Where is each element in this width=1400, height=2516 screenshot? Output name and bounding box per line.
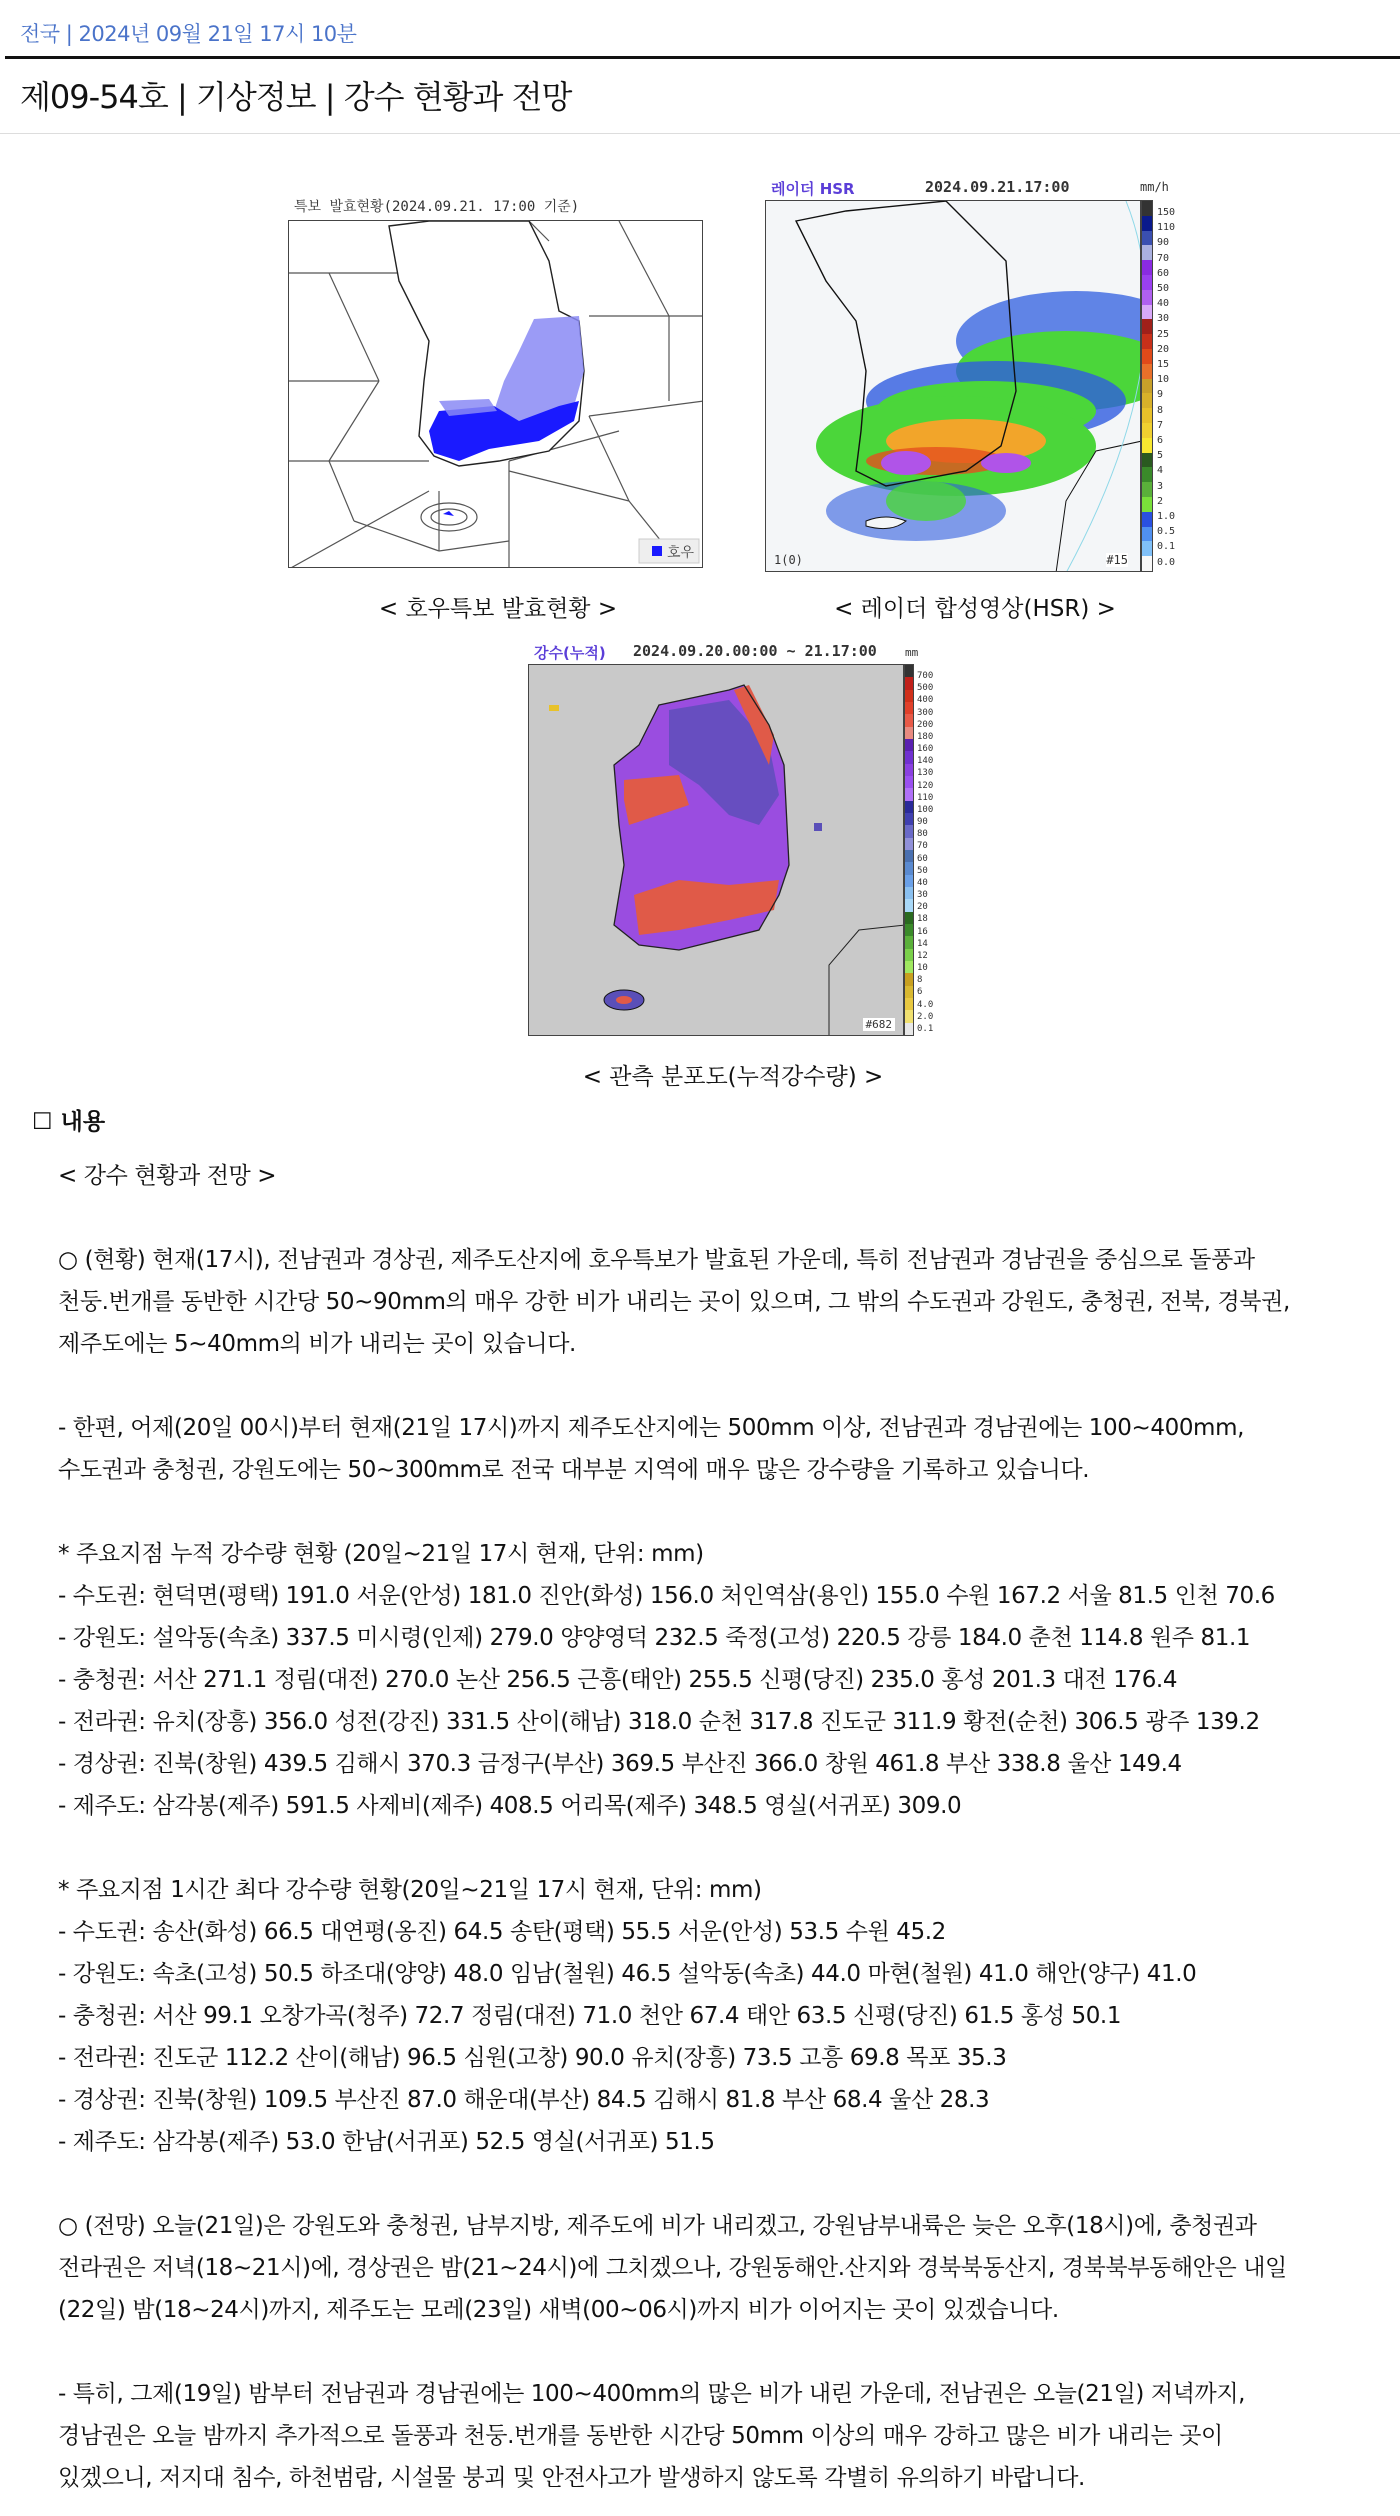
accum-scale-tick: 10 [917, 963, 928, 974]
radar-scale-swatch [1142, 541, 1152, 556]
accum-scale-swatch [905, 776, 913, 788]
accum-scale-swatch [905, 850, 913, 862]
accum-scale-tick: 500 [917, 683, 934, 694]
radar-scale-tick: 0.1 [1157, 541, 1176, 553]
accum-scale-tick: 80 [917, 829, 928, 840]
radar-scale-swatch [1142, 423, 1152, 438]
radar-scale-tick: 10 [1157, 374, 1170, 386]
accum-scale-tick: 70 [917, 841, 928, 852]
radar-scale-tick: 110 [1157, 222, 1176, 234]
accum-scale-swatch [905, 813, 913, 825]
radar-scale-swatch [1142, 334, 1152, 349]
radar-scale-swatch [1142, 467, 1152, 482]
accum-scale-tick: 12 [917, 950, 928, 961]
radar-scale-swatch [1142, 379, 1152, 394]
radar-corner-right: #15 [1106, 553, 1128, 567]
bulletin-meta: 전국 | 2024년 09월 21일 17시 10분 [20, 22, 357, 46]
radar-scale-tick: 90 [1157, 237, 1170, 249]
accum-scale-swatch [905, 862, 913, 874]
caution-paragraph [58, 2373, 1398, 2499]
accum-scale-swatch [905, 949, 913, 961]
accum-figure [528, 642, 938, 1042]
radar-scale-swatch [1142, 201, 1152, 216]
accum-scale-swatch [905, 924, 913, 936]
radar-scale-swatch [1142, 497, 1152, 512]
radar-scale-swatch [1142, 438, 1152, 453]
accum-scale-swatch [905, 912, 913, 924]
accum-scale-tick: 200 [917, 719, 934, 730]
accum-scale-tick: 16 [917, 926, 928, 937]
accum-image [528, 664, 904, 1036]
radar-image [765, 200, 1141, 572]
accum-scale-swatch [905, 727, 913, 739]
accum-scale-tick: 40 [917, 877, 928, 888]
radar-scale-swatch [1142, 364, 1152, 379]
accum-scale-tick: 300 [917, 707, 934, 718]
text-line: 제주도에는 5~40mm의 비가 내리는 곳이 있습니다. [58, 1331, 576, 1357]
warning-map-header: 특보 발효현황(2024.09.21. 17:00 기준) [294, 199, 580, 215]
accum-scale-swatch [905, 875, 913, 887]
text-line: 천둥.번개를 동반한 시간당 50~90mm의 매우 강한 비가 내리는 곳이 있으며, 그 밖의 수도권과 강원도, 충청권, 전북, 경북권, [58, 1289, 1290, 1315]
hourly-row: - 제주도: 삼각봉(제주) 53.0 한남(서귀포) 52.5 영실(서귀포) 51.5 [58, 2129, 715, 2155]
accum-graphic [529, 665, 904, 1036]
radar-scale-swatch [1142, 527, 1152, 542]
radar-scale-tick: 3 [1157, 480, 1164, 492]
accum-scale-swatch [905, 973, 913, 985]
radar-caption: < 레이더 합성영상(HSR) > [834, 596, 1116, 622]
accum-scale-swatch [905, 714, 913, 726]
accum-scale-swatch [905, 961, 913, 973]
text-line: 경남권은 오늘 밤까지 추가적으로 돌풍과 천둥.번개를 동반한 시간당 50mm 이상의 매우 강하고 많은 비가 내리는 곳이 [58, 2423, 1223, 2449]
radar-scale-tick: 15 [1157, 359, 1170, 371]
accum-scale-tick: 100 [917, 804, 934, 815]
legend-label-heavy-rain: 호우 [667, 545, 695, 561]
accum-scale-tick: 18 [917, 914, 928, 925]
warning-map-caption: < 호우특보 발효현황 > [378, 596, 618, 622]
warning-map-figure [288, 196, 708, 576]
accum-scale-swatch [905, 1023, 913, 1035]
accum-row: - 충청권: 서산 271.1 정림(대전) 270.0 논산 256.5 근흥(태안) 255.5 신평(당진) 235.0 홍성 201.3 대전 176.4 [58, 1667, 1178, 1693]
page-title: 제09-54호 | 기상정보 | 강수 현황과 전망 [20, 78, 572, 116]
accum-scale-tick: 90 [917, 817, 928, 828]
current-paragraph [58, 1239, 1398, 1365]
content-body [58, 1155, 1398, 2499]
accum-row: - 강원도: 설악동(속초) 337.5 미시령(인제) 279.0 양양영덕 232.5 죽정(고성) 220.5 강릉 184.0 춘천 114.8 원주 81.1 [58, 1625, 1251, 1651]
radar-scale-tick: 40 [1157, 298, 1170, 310]
accum-scale-tick: 140 [917, 756, 934, 767]
hourly-row: - 강원도: 속초(고성) 50.5 하조대(양양) 48.0 임남(철원) 46.5 설악동(속초) 44.0 마현(철원) 41.0 해안(양구) 41.0 [58, 1961, 1197, 1987]
section-title: ☐ 내용 [32, 1109, 106, 1135]
accum-scale-swatch [905, 887, 913, 899]
accum-scale-tick: 110 [917, 792, 934, 803]
radar-scale-swatch [1142, 216, 1152, 231]
radar-unit: mm/h [1140, 180, 1169, 194]
accum-header-time: 2024.09.20.00:00 ~ 21.17:00 [633, 642, 877, 660]
hourly-row: - 충청권: 서산 99.1 오창가곡(청주) 72.7 정림(대전) 71.0 천안 67.4 태안 63.5 신평(당진) 61.5 홍성 50.1 [58, 2003, 1122, 2029]
meanwhile-paragraph [58, 1407, 1398, 1491]
accum-scale-labels [917, 672, 933, 1034]
radar-graphic [766, 201, 1141, 572]
accum-scale-tick: 130 [917, 768, 934, 779]
hourly-list-title: * 주요지점 1시간 최다 강수량 현황(20일~21일 17시 현재, 단위: mm) [58, 1877, 762, 1903]
accum-scale-swatch [905, 690, 913, 702]
accum-row: - 경상권: 진북(창원) 439.5 김해시 370.3 금정구(부산) 369.5 부산진 366.0 창원 461.8 부산 338.8 울산 149.4 [58, 1751, 1182, 1777]
accum-scale-swatch [905, 677, 913, 689]
radar-scale-tick: 4 [1157, 465, 1164, 477]
accum-scale-swatch [905, 788, 913, 800]
title-divider [0, 133, 1400, 134]
text-line: 수도권과 충청권, 강원도에는 50~300mm로 전국 대부분 지역에 매우 많은 강수량을 기록하고 있습니다. [58, 1457, 1090, 1483]
radar-scale-swatch [1142, 275, 1152, 290]
accum-corner-right: #682 [863, 1018, 896, 1031]
radar-scale-tick: 2 [1157, 495, 1164, 507]
radar-scale-swatch [1142, 512, 1152, 527]
accum-unit: mm [905, 646, 919, 659]
accum-scale-tick: 8 [917, 975, 923, 986]
accum-scale-tick: 120 [917, 780, 934, 791]
radar-scale-tick: 7 [1157, 419, 1164, 431]
radar-scale-swatch [1142, 349, 1152, 364]
accum-list [58, 1575, 1398, 1827]
radar-scale-tick: 25 [1157, 328, 1170, 340]
text-line: - 특히, 그제(19일) 밤부터 전남권과 경남권에는 100~400mm의 많은 비가 내린 가운데, 전남권은 오늘(21일) 저녁까지, [58, 2381, 1246, 2407]
accum-scale-swatch [905, 739, 913, 751]
radar-scale-tick: 70 [1157, 252, 1170, 264]
radar-scale-swatch [1142, 482, 1152, 497]
hourly-row: - 수도권: 송산(화성) 66.5 대연평(옹진) 64.5 송탄(평택) 55.5 서운(안성) 53.5 수원 45.2 [58, 1919, 946, 1945]
accum-color-scale [904, 664, 914, 1036]
text-line: - 한편, 어제(20일 00시)부터 현재(21일 17시)까지 제주도산지에는 500mm 이상, 전남권과 경남권에는 100~400mm, [58, 1415, 1244, 1441]
outlook-paragraph [58, 2205, 1398, 2331]
accum-scale-tick: 400 [917, 695, 934, 706]
accum-scale-tick: 700 [917, 671, 934, 681]
text-line: ○ (전망) 오늘(21일)은 강원도와 충청권, 남부지방, 제주도에 비가 내리겠고, 강원남부내륙은 늦은 오후(18시)에, 충청권과 [58, 2213, 1257, 2239]
accum-scale-tick: 14 [917, 938, 928, 949]
radar-scale-tick: 6 [1157, 435, 1164, 447]
accum-scale-tick: 50 [917, 865, 928, 876]
radar-scale-tick: 8 [1157, 404, 1164, 416]
radar-scale-tick: 30 [1157, 313, 1170, 325]
accum-scale-tick: 30 [917, 890, 928, 901]
accum-row: - 수도권: 현덕면(평택) 191.0 서운(안성) 181.0 진안(화성) 156.0 처인역삼(용인) 155.0 수원 167.2 서울 81.5 인천 70.6 [58, 1583, 1275, 1609]
radar-scale-tick: 50 [1157, 283, 1170, 295]
accum-scale-tick: 0.1 [917, 1023, 934, 1034]
radar-scale-labels [1157, 208, 1175, 568]
accum-list-title: * 주요지점 누적 강수량 현황 (20일~21일 17시 현재, 단위: mm) [58, 1541, 704, 1567]
accum-scale-tick: 2.0 [917, 1011, 934, 1022]
radar-scale-swatch [1142, 290, 1152, 305]
content-subtitle: < 강수 현황과 전망 > [58, 1163, 277, 1189]
accum-scale-swatch [905, 702, 913, 714]
accum-scale-tick: 60 [917, 853, 928, 864]
accum-scale-swatch [905, 801, 913, 813]
radar-header-time: 2024.09.21.17:00 [925, 178, 1070, 196]
legend-swatch-heavy-rain [652, 546, 662, 556]
radar-scale-tick: 0.5 [1157, 526, 1176, 538]
accum-scale-tick: 4.0 [917, 999, 934, 1010]
radar-scale-swatch [1142, 453, 1152, 468]
hourly-list [58, 1911, 1398, 2163]
radar-scale-swatch [1142, 393, 1152, 408]
accum-scale-swatch [905, 998, 913, 1010]
accum-scale-swatch [905, 764, 913, 776]
warning-map-image [288, 220, 703, 568]
accum-scale-swatch [905, 838, 913, 850]
radar-scale-swatch [1142, 556, 1152, 571]
header-divider [5, 56, 1400, 59]
hourly-row: - 경상권: 진북(창원) 109.5 부산진 87.0 해운대(부산) 84.5 김해시 81.8 부산 68.4 울산 28.3 [58, 2087, 990, 2113]
accum-scale-tick: 160 [917, 744, 934, 755]
accum-scale-tick: 20 [917, 902, 928, 913]
text-line: 전라권은 저녁(18~21시)에, 경상권은 밤(21~24시)에 그치겠으나, 강원동해안.산지와 경북북동산지, 경북북부동해안은 내일 [58, 2255, 1287, 2281]
radar-scale-tick: 60 [1157, 267, 1170, 279]
accum-header-label: 강수(누적) [534, 644, 606, 662]
accum-caption: < 관측 분포도(누적강수량) > [582, 1064, 884, 1090]
accum-scale-swatch [905, 751, 913, 763]
accum-scale-swatch [905, 936, 913, 948]
accum-scale-tick: 6 [917, 987, 923, 998]
accum-row: - 전라권: 유치(장흥) 356.0 성전(강진) 331.5 산이(해남) 318.0 순천 317.8 진도군 311.9 황전(순천) 306.5 광주 139.2 [58, 1709, 1260, 1735]
radar-scale-swatch [1142, 408, 1152, 423]
radar-scale-tick: 20 [1157, 343, 1170, 355]
hourly-row: - 전라권: 진도군 112.2 산이(해남) 96.5 심원(고창) 90.0 유치(장흥) 73.5 고흥 69.8 목포 35.3 [58, 2045, 1007, 2071]
radar-scale-swatch [1142, 305, 1152, 320]
radar-header-label: 레이더 HSR [771, 180, 855, 198]
text-line: (22일) 밤(18~24시)까지, 제주도는 모레(23일) 새벽(00~06시)까지 비가 이어지는 곳이 있겠습니다. [58, 2297, 1059, 2323]
text-line: 있겠으니, 저지대 침수, 하천범람, 시설물 붕괴 및 안전사고가 발생하지 않도록 각별히 유의하기 바랍니다. [58, 2465, 1085, 2491]
accum-scale-swatch [905, 665, 913, 677]
radar-scale-tick: 5 [1157, 450, 1164, 462]
radar-scale-swatch [1142, 260, 1152, 275]
accum-row: - 제주도: 삼각봉(제주) 591.5 사제비(제주) 408.5 어리목(제주) 348.5 영실(서귀포) 309.0 [58, 1793, 962, 1819]
accum-scale-swatch [905, 986, 913, 998]
radar-figure [765, 178, 1185, 578]
radar-scale-swatch [1142, 319, 1152, 334]
radar-scale-tick: 1.0 [1157, 511, 1176, 523]
radar-scale-tick: 0.0 [1157, 556, 1176, 568]
radar-scale-tick: 9 [1157, 389, 1164, 401]
radar-scale-tick: 150 [1157, 207, 1176, 218]
radar-color-scale [1141, 200, 1153, 572]
radar-corner-left: 1(0) [774, 553, 803, 567]
accum-scale-swatch [905, 899, 913, 911]
accum-scale-swatch [905, 1010, 913, 1022]
text-line: ○ (현황) 현재(17시), 전남권과 경상권, 제주도산지에 호우특보가 발효된 가운데, 특히 전남권과 경남권을 중심으로 돌풍과 [58, 1247, 1255, 1273]
radar-scale-swatch [1142, 231, 1152, 246]
radar-scale-swatch [1142, 245, 1152, 260]
accum-scale-tick: 180 [917, 731, 934, 742]
accum-scale-swatch [905, 825, 913, 837]
warning-map-graphic [289, 221, 703, 568]
